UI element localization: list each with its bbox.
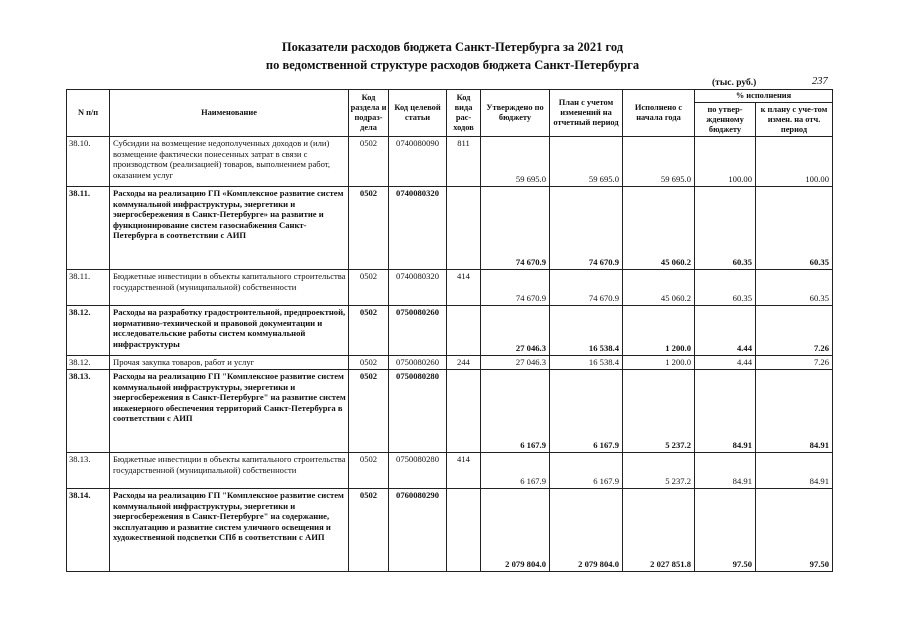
row-pct-approved: 97.50 [695, 489, 756, 572]
row-pct-plan: 60.35 [756, 270, 833, 306]
row-number: 38.12. [67, 306, 110, 356]
row-kind-code [447, 489, 481, 572]
row-pct-plan: 84.91 [756, 453, 833, 489]
col-header-pct-plan: к плану с уче-том измен. на отч. период [756, 103, 833, 137]
row-name: Расходы на реализацию ГП «Комплексное развитие систем коммунальной инфраструктуры, энергетики и энергосбережения в Санкт-Петербурге» на развитие и функционирование систем газоснабжения Санкт-Петербурга в соответствии с АИП [110, 187, 349, 270]
col-header-section: Код раздела и подраз-дела [349, 90, 389, 137]
row-target-code: 0740080320 [389, 270, 447, 306]
row-plan: 16 538.4 [550, 306, 623, 356]
row-approved: 27 046.3 [481, 356, 550, 370]
report-subtitle: по ведомственной структуре расходов бюджета Санкт-Петербурга [265, 58, 640, 72]
row-number: 38.14. [67, 489, 110, 572]
row-section-code: 0502 [349, 270, 389, 306]
col-header-executed: Исполнено с начала года [623, 90, 695, 137]
table-row [67, 356, 833, 370]
row-target-code: 0740080320 [389, 187, 447, 270]
table-row [67, 453, 833, 489]
row-pct-plan: 100.00 [756, 137, 833, 187]
row-executed: 59 695.0 [623, 137, 695, 187]
row-kind-code: 244 [447, 356, 481, 370]
row-approved: 6 167.9 [481, 370, 550, 453]
row-plan: 2 079 804.0 [550, 489, 623, 572]
row-number: 38.11. [67, 187, 110, 270]
row-section-code: 0502 [349, 356, 389, 370]
row-executed: 45 060.2 [623, 187, 695, 270]
row-kind-code: 414 [447, 453, 481, 489]
row-kind-code [447, 306, 481, 356]
row-approved: 2 079 804.0 [481, 489, 550, 572]
report-title: Показатели расходов бюджета Санкт-Петербурга за 2021 год [281, 40, 624, 54]
col-header-approved: Утверждено по бюджету [481, 90, 550, 137]
table-row [67, 370, 833, 453]
budget-table [66, 89, 833, 572]
row-name: Прочая закупка товаров, работ и услуг [110, 356, 349, 370]
row-number: 38.13. [67, 370, 110, 453]
row-approved: 59 695.0 [481, 137, 550, 187]
row-section-code: 0502 [349, 306, 389, 356]
row-name: Бюджетные инвестиции в объекты капитального строительства государственной (муниципальной) собственности [110, 453, 349, 489]
row-section-code: 0502 [349, 370, 389, 453]
row-target-code: 0750080280 [389, 370, 447, 453]
units-label: (тыс. руб.) [712, 78, 757, 88]
row-pct-plan: 7.26 [756, 306, 833, 356]
col-header-name: Наименование [110, 90, 349, 137]
row-plan: 6 167.9 [550, 453, 623, 489]
row-executed: 5 237.2 [623, 453, 695, 489]
row-target-code: 0750080280 [389, 453, 447, 489]
row-kind-code: 811 [447, 137, 481, 187]
row-name: Субсидии на возмещение недополученных доходов и (или) возмещение фактически понесенных затрат в связи с производством (реализацией) товаров, выполнением работ, оказанием услуг [110, 137, 349, 187]
row-section-code: 0502 [349, 137, 389, 187]
row-approved: 27 046.3 [481, 306, 550, 356]
page-number: 237 [812, 76, 828, 87]
row-plan: 6 167.9 [550, 370, 623, 453]
row-pct-approved: 4.44 [695, 306, 756, 356]
row-name: Расходы на реализацию ГП "Комплексное развитие систем коммунальной инфраструктуры, энергетики и энергосбережения в Санкт-Петербурге" на развитие систем инженерного обеспечения территорий Санкт-Петербурга в соответствии с АИП [110, 370, 349, 453]
row-section-code: 0502 [349, 187, 389, 270]
row-target-code: 0750080260 [389, 356, 447, 370]
row-pct-plan: 7.26 [756, 356, 833, 370]
row-pct-approved: 4.44 [695, 356, 756, 370]
col-header-n: N п/п [67, 90, 110, 137]
row-target-code: 0760080290 [389, 489, 447, 572]
row-pct-approved: 100.00 [695, 137, 756, 187]
row-number: 38.12. [67, 356, 110, 370]
col-header-target: Код целевой статьи [389, 90, 447, 137]
row-approved: 6 167.9 [481, 453, 550, 489]
row-name: Расходы на реализацию ГП "Комплексное развитие систем коммунальной инфраструктуры, энергетики и энергосбережения в Санкт-Петербурге" на содержание, эксплуатацию и развитие систем уличного освещения и художественной подсветки СПб в соответствии с АИП [110, 489, 349, 572]
row-kind-code [447, 370, 481, 453]
table-row [67, 489, 833, 572]
row-target-code: 0740080090 [389, 137, 447, 187]
row-name: Расходы на разработку градостроительной, предпроектной, нормативно-технической и правовой документации и исследовательские работы систем коммунальной инфраструктуры [110, 306, 349, 356]
col-header-percent: % исполнения [695, 90, 833, 103]
row-pct-approved: 84.91 [695, 453, 756, 489]
row-plan: 74 670.9 [550, 187, 623, 270]
col-header-kind: Код вида рас-ходов [447, 90, 481, 137]
col-header-pct-approved: по утвер-жденному бюджету [695, 103, 756, 137]
row-pct-plan: 60.35 [756, 187, 833, 270]
row-number: 38.10. [67, 137, 110, 187]
row-kind-code [447, 187, 481, 270]
row-executed: 45 060.2 [623, 270, 695, 306]
row-executed: 1 200.0 [623, 306, 695, 356]
table-row [67, 270, 833, 306]
row-section-code: 0502 [349, 453, 389, 489]
row-plan: 59 695.0 [550, 137, 623, 187]
row-approved: 74 670.9 [481, 270, 550, 306]
row-approved: 74 670.9 [481, 187, 550, 270]
row-pct-plan: 84.91 [756, 370, 833, 453]
row-executed: 5 237.2 [623, 370, 695, 453]
table-row [67, 137, 833, 187]
row-executed: 1 200.0 [623, 356, 695, 370]
row-pct-approved: 60.35 [695, 187, 756, 270]
row-pct-plan: 97.50 [756, 489, 833, 572]
row-number: 38.13. [67, 453, 110, 489]
row-name: Бюджетные инвестиции в объекты капитального строительства государственной (муниципальной) собственности [110, 270, 349, 306]
row-pct-approved: 60.35 [695, 270, 756, 306]
row-section-code: 0502 [349, 489, 389, 572]
row-plan: 74 670.9 [550, 270, 623, 306]
col-header-plan: План с учетом изменений на отчетный период [550, 90, 623, 137]
row-executed: 2 027 851.8 [623, 489, 695, 572]
row-number: 38.11. [67, 270, 110, 306]
table-row [67, 187, 833, 270]
row-pct-approved: 84.91 [695, 370, 756, 453]
row-kind-code: 414 [447, 270, 481, 306]
table-row [67, 306, 833, 356]
row-target-code: 0750080260 [389, 306, 447, 356]
row-plan: 16 538.4 [550, 356, 623, 370]
